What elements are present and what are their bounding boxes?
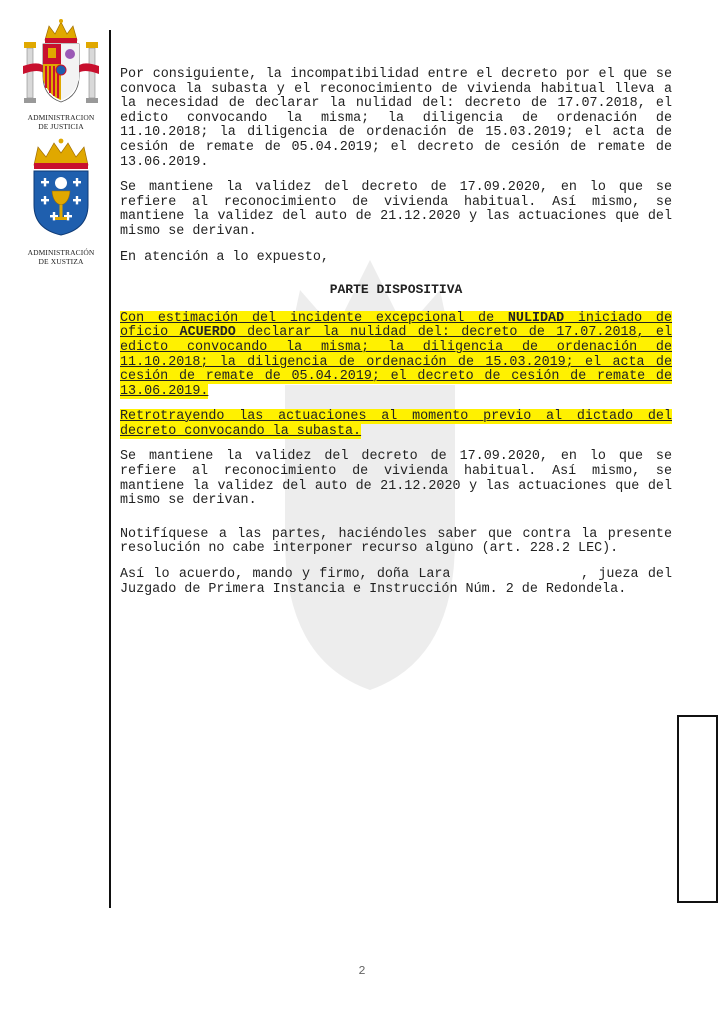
paragraph-validez-2: Se mantiene la validez del decreto de 17.09.2020, en lo que se refiere al reconocimiento de vivienda habitual. Así mismo, se mantiene la validez del auto de 21.12.2020 y las actuaciones que del mismo se derivan.: [120, 449, 672, 509]
xustiza-caption: ADMINISTRACIÓN DE XUSTIZA: [27, 248, 95, 266]
highlight-text: iniciado de oficio: [120, 310, 672, 341]
bold-acuerdo: ACUERDO: [179, 325, 236, 341]
spain-coat-of-arms-icon: [21, 18, 101, 108]
justicia-caption: ADMINISTRACION DE JUSTICIA: [27, 113, 95, 131]
paragraph-firma: Así lo acuerdo, mando y firmo, doña Lara , jueza del Juzgado de Primera Instancia e Instrucción Núm. 2 de Redondela.: [120, 567, 681, 597]
highlight-text: Con estimación del incidente excepcional de: [120, 310, 508, 326]
highlight-text: declarar la nulidad del: decreto de 17.07.2018, el edicto convocando la misma; la diligencia de ordenación de 11.10.2018; la diligencia de ordenación de 15.03.2019; el acta de cesión de remate de 05.04.2019; el decreto de cesión de remate de 13.06.2019.: [120, 325, 672, 399]
paragraph-en-atencion: En atención a lo expuesto,: [120, 249, 329, 265]
document-body: [120, 67, 681, 608]
left-margin-line: [109, 30, 111, 908]
paragraph-notifiquese: Notifíquese a las partes, haciéndoles saber que contra la presente resolución no cabe interponer recurso alguno (art. 228.2 LEC).: [120, 526, 672, 557]
section-heading: PARTE DISPOSITIVA: [329, 282, 463, 298]
paragraph-retrotrayendo: Retrotrayendo las actuaciones al momento previo al dictado del decreto convocando la subasta.: [120, 409, 672, 439]
bold-nulidad: NULIDAD: [507, 310, 565, 326]
paragraph-nulidad-reasoning: Por consiguiente, la incompatibilidad entre el decreto por el que se convoca la subasta y el reconocimiento de vivienda habitual lleva a la necesidad de declarar la nulidad del: decreto de 17.07.2018, el edicto convocando la misma; la diligencia de ordenación de 11.10.2018; la diligencia de ordenación de 15.03.2019; el acta de cesión de remate de 05.04.2019; el decreto de cesión de remate de 13.06.2019.: [120, 67, 672, 170]
page-number: 2: [358, 964, 366, 978]
paragraph-validez-1: Se mantiene la validez del decreto de 17.09.2020, en lo que se refiere al reconocimiento de vivienda habitual. Así mismo, se mantiene la validez del auto de 21.12.2020 y las actuaciones que del mismo se derivan.: [120, 180, 672, 239]
paragraph-acuerdo: [120, 312, 672, 400]
galicia-coat-of-arms-icon: [26, 137, 96, 237]
signature-margin-box: [677, 715, 718, 903]
logo-column: [14, 18, 108, 266]
